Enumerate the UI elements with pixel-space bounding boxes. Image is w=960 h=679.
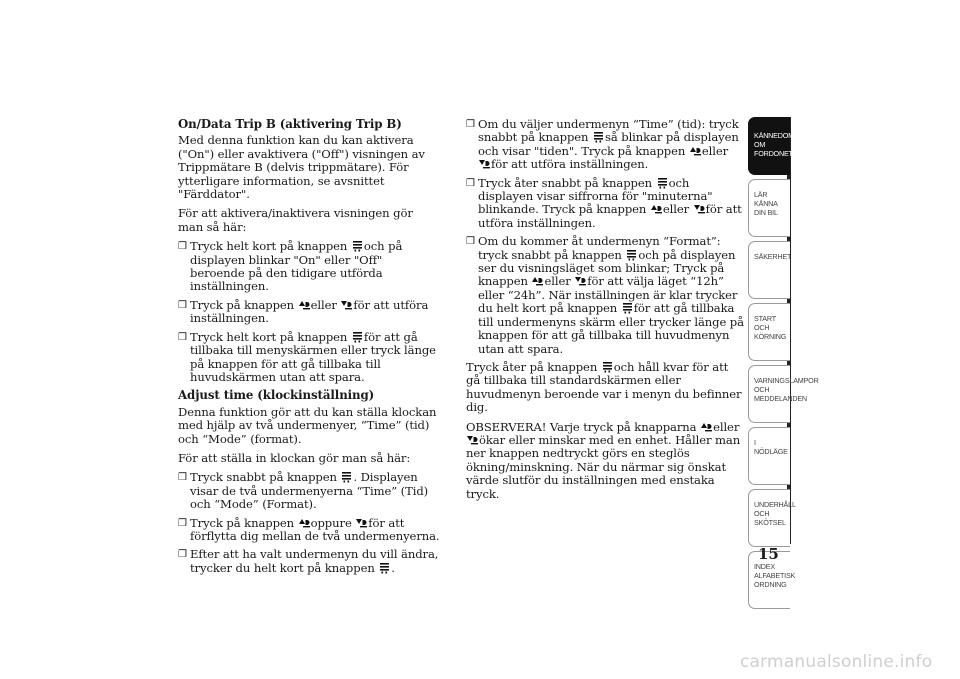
- up-button-icon: [298, 299, 311, 311]
- bullet-item: ❒ Om du kommer åt undermenyn “Format”: tryck snabbt på knappen och på displayen ser du visningsläget som blinkar; Tryck på knappen eller för att välja läget “12h” eller “24h”. När inställningen är klar trycker du helt kort på knappen för att gå tillbaka till undermenyns skärm eller trycker länge på knappen för att gå tillbaka till huvudmenyn utan att spara.: [466, 234, 744, 356]
- checkbox-bullet-icon: ❒: [178, 549, 187, 561]
- bullet-item: ❒ Tryck åter snabbt på knappen och displayen visar siffrorna för "minuterna" blinkande. Tryck på knappen eller för att utföra inställningen.: [466, 175, 742, 230]
- menu-button-icon: [351, 331, 364, 343]
- up-button-icon: [700, 421, 713, 433]
- paragraph: För att aktivera/inaktivera visningen gör man så här:: [178, 206, 413, 234]
- bullet-item: ❒ Tryck helt kort på knappen och på displayen blinkar "On" eller "Off" beroende på den tidigare utförda inställningen.: [178, 239, 403, 294]
- checkbox-bullet-icon: ❒: [466, 119, 475, 130]
- bullet-item: ❒ Om du väljer undermenyn “Time” (tid): tryck snabbt på knappen så blinkar på displayen och visar "tiden". Tryck på knappen eller för att utföra inställningen.: [466, 117, 739, 172]
- menu-button-icon: [625, 249, 638, 261]
- checkbox-bullet-icon: ❒: [466, 236, 475, 248]
- checkbox-bullet-icon: ❒: [178, 299, 187, 311]
- paragraph: För att ställa in klockan gör man så här:: [178, 450, 411, 465]
- menu-button-icon: [351, 240, 364, 252]
- menu-button-icon: [340, 471, 353, 483]
- chapter-tab[interactable]: KÄNNEDOM OM FORDONET: [748, 117, 790, 175]
- up-button-icon: [531, 275, 544, 287]
- bullet-item: ❒ Tryck på knappen oppure för att förflytta dig mellan de två undermenyerna.: [178, 515, 440, 543]
- watermark: carmanualsonline.info: [740, 652, 933, 672]
- checkbox-bullet-icon: ❒: [178, 331, 187, 343]
- bullet-item: ❒ Tryck snabbt på knappen . Displayen visar de två undermenyerna “Time” (Tid) och “Mode” (Format).: [178, 470, 429, 512]
- chapter-tab[interactable]: INDEX ALFABETISK ORDNING: [748, 551, 790, 609]
- down-button-icon: [466, 434, 479, 446]
- up-button-icon: [689, 145, 702, 157]
- menu-button-icon: [592, 131, 605, 143]
- checkbox-bullet-icon: ❒: [178, 472, 187, 484]
- heading-adjust-time: Adjust time (klockinställning): [178, 388, 375, 403]
- right-column: [466, 118, 744, 507]
- down-button-icon: [574, 275, 587, 287]
- bullet-item: ❒ Tryck på knappen eller för att utföra inställningen.: [178, 297, 429, 326]
- chapter-tab[interactable]: START OCH KÖRNING: [748, 303, 790, 361]
- paragraph: Denna funktion gör att du kan ställa klockan med hjälp av två undermenyer, “Time” (tid) och “Mode” (format).: [178, 404, 437, 446]
- checkbox-bullet-icon: ❒: [178, 517, 187, 529]
- paragraph: Tryck åter på knappen och håll kvar för att gå tillbaka till standardskärmen eller huvudmenyn beroende var i menyn du befinner dig.: [466, 359, 742, 415]
- menu-button-icon: [378, 562, 391, 574]
- bullet-item: ❒ Tryck helt kort på knappen för att gå tillbaka till menyskärmen eller tryck länge på knappen för att gå tillbaka till huvudskärmen utan att spara.: [178, 329, 436, 384]
- menu-button-icon: [601, 361, 614, 373]
- up-button-icon: [650, 203, 663, 215]
- down-button-icon: [340, 299, 353, 311]
- down-button-icon: [478, 158, 491, 170]
- chapter-tab[interactable]: LÄR KÄNNA DIN BIL: [748, 179, 790, 237]
- paragraph-note: OBSERVERA! Varje tryck på knapparna eller ökar eller minskar med en enhet. Håller man ner knappen nedtryckt görs en steglös ökning/minskning. När du närmar sig önskat värde slutför du inställningen med enstaka tryck.: [466, 419, 741, 501]
- chapter-sidebar: [748, 117, 819, 613]
- paragraph: Med denna funktion kan du kan aktivera ("On") eller avaktivera ("Off") visningen av Trippmätare B (delvis trippmätare). För ytterligare information, se avsnittet "Färddator".: [178, 133, 425, 202]
- menu-button-icon: [621, 302, 634, 314]
- chapter-tab[interactable]: I NÖDLÄGE: [748, 427, 790, 485]
- chapter-tab[interactable]: VARNINGSLAMPOR OCH MEDDELANDEN: [748, 365, 790, 423]
- menu-button-icon: [656, 177, 669, 189]
- chapter-tab[interactable]: UNDERHÅLL OCH SKÖTSEL: [748, 489, 790, 547]
- checkbox-bullet-icon: ❒: [178, 241, 187, 253]
- checkbox-bullet-icon: ❒: [466, 177, 475, 189]
- chapter-tab[interactable]: SÄKERHET: [748, 241, 790, 299]
- left-column: [178, 118, 440, 580]
- down-button-icon: [693, 203, 706, 215]
- heading-trip-b: On/Data Trip B (aktivering Trip B): [178, 117, 402, 131]
- page-number: 15: [758, 545, 779, 563]
- bullet-item: ❒ Efter att ha valt undermenyn du vill ändra, trycker du helt kort på knappen .: [178, 547, 439, 575]
- down-button-icon: [355, 517, 368, 529]
- up-button-icon: [298, 517, 311, 529]
